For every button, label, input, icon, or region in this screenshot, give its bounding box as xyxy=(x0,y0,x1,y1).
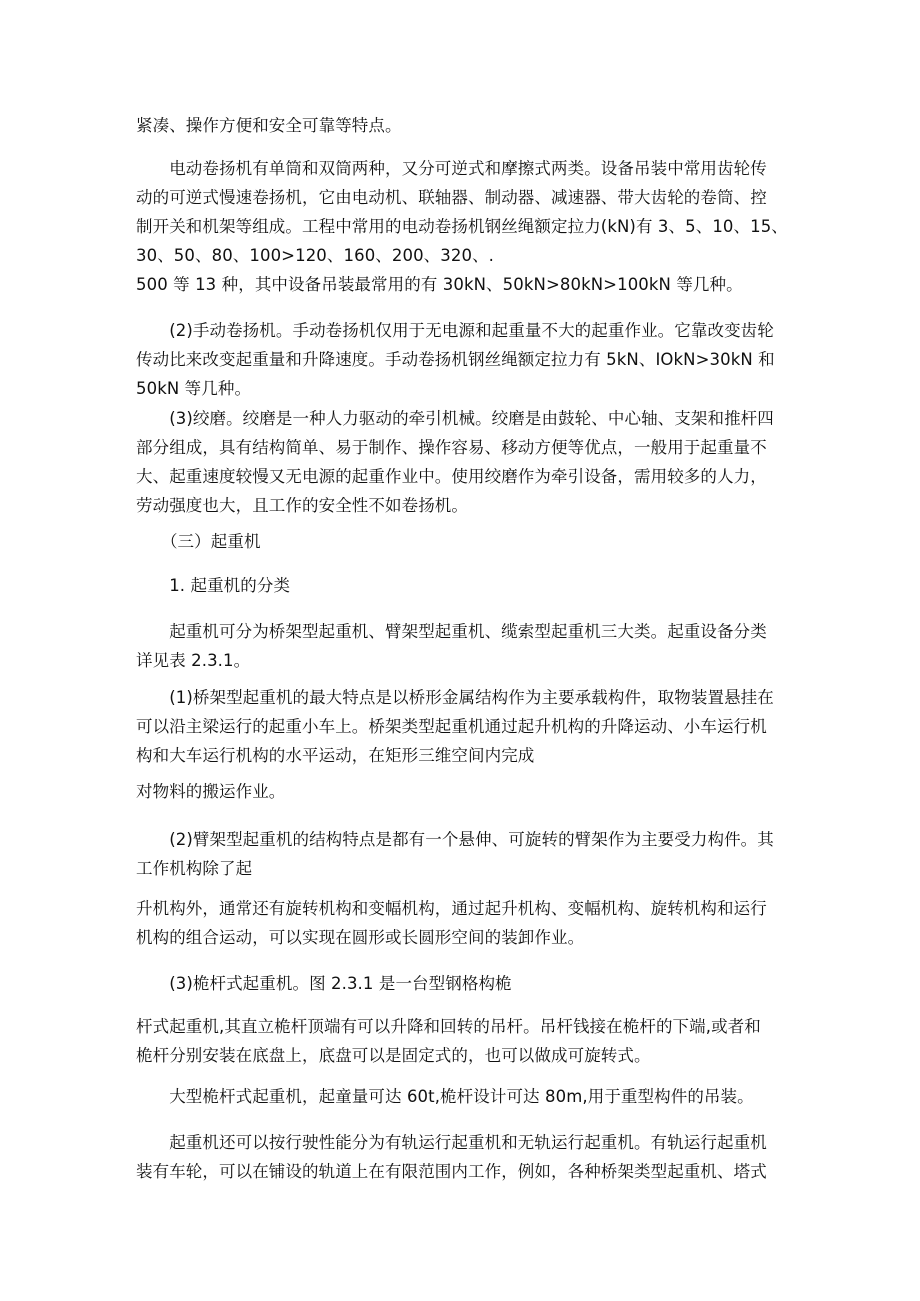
text-line: 机构的组合运动，可以实现在圆形或长圆形空间的装卸作业。 xyxy=(136,928,585,947)
paragraph-15 xyxy=(136,1082,796,1111)
paragraph-12 xyxy=(136,894,796,952)
text-line: 部分组成，具有结构简单、易于制作、操作容易、移动方便等优点，一般用于起重量不 xyxy=(136,438,767,457)
text-line: 500 等 13 种，其中设备吊装最常用的有 30kN、50kN>80kN>100kN 等几种。 xyxy=(136,275,743,294)
subsection-heading xyxy=(136,571,796,600)
paragraph-2 xyxy=(136,154,796,270)
paragraph-10 xyxy=(136,777,796,806)
text-line: 紧凑、操作方便和安全可靠等特点。 xyxy=(136,116,402,135)
text-line: 构和大车运行机构的水平运动，在矩形三维空间内完成 xyxy=(136,746,535,765)
text-line: （三）起重机 xyxy=(136,532,261,551)
text-line: (2)手动卷扬机。手动卷扬机仅用于无电源和起重量不大的起重作业。它靠改变齿轮 xyxy=(136,321,774,340)
paragraph-9 xyxy=(136,683,796,770)
text-line: (2)臂架型起重机的结构特点是都有一个悬伸、可旋转的臂架作为主要受力构件。其 xyxy=(136,830,774,849)
section-heading xyxy=(136,527,796,556)
text-line: 动的可逆式慢速卷扬机，它由电动机、联轴器、制动器、减速器、带大齿轮的卷筒、控 xyxy=(136,188,767,207)
text-line: 可以沿主梁运行的起重小车上。桥架类型起重机通过起升机构的升降运动、小车运行机 xyxy=(136,717,767,736)
text-line: 大、起重速度较慢又无电源的起重作业中。使用绞磨作为牵引设备，需用较多的人力， xyxy=(136,467,767,486)
text-line: (3)绞磨。绞磨是一种人力驱动的牵引机械。绞磨是由鼓轮、中心轴、支架和推杆四 xyxy=(136,409,774,428)
text-line: 工作机构除了起 xyxy=(136,859,253,878)
paragraph-3 xyxy=(136,270,796,299)
text-line: 劳动强度也大，且工作的安全性不如卷扬机。 xyxy=(136,496,468,515)
paragraph-4 xyxy=(136,316,796,403)
text-line: 电动卷扬机有单筒和双筒两种，又分可逆式和摩擦式两类。设备吊装中常用齿轮传 xyxy=(136,159,767,178)
text-line: 桅杆分别安装在底盘上，底盘可以是固定式的，也可以做成可旋转式。 xyxy=(136,1046,651,1065)
text-line: 详见表 2.3.1。 xyxy=(136,651,251,670)
paragraph-14 xyxy=(136,1012,796,1070)
text-line: 起重机可分为桥架型起重机、臂架型起重机、缆索型起重机三大类。起重设备分类 xyxy=(136,622,767,641)
text-line: 大型桅杆式起重机，起童量可达 60t,桅杆设计可达 80m,用于重型构件的吊装。 xyxy=(136,1087,754,1106)
text-line: (1)桥架型起重机的最大特点是以桥形金属结构作为主要承载构件，取物装置悬挂在 xyxy=(136,688,774,707)
paragraph-1 xyxy=(136,111,796,140)
text-line: 起重机还可以按行驶性能分为有轨运行起重机和无轨运行起重机。有轨运行起重机 xyxy=(136,1133,767,1152)
paragraph-13 xyxy=(136,969,796,998)
text-line: 1. 起重机的分类 xyxy=(136,576,291,595)
paragraph-8 xyxy=(136,617,796,675)
text-line: 50kN 等几种。 xyxy=(136,379,252,398)
paragraph-5 xyxy=(136,404,796,520)
text-line: 制开关和机架等组成。工程中常用的电动卷扬机钢丝绳额定拉力(kN)有 3、5、10、15、 xyxy=(136,217,788,236)
text-line: 30、50、80、100>120、160、200、320、. xyxy=(136,246,495,265)
text-line: 传动比来改变起重量和升降速度。手动卷扬机钢丝绳额定拉力有 5kN、IOkN>30kN 和 xyxy=(136,350,775,369)
paragraph-16 xyxy=(136,1128,796,1186)
text-line: 杆式起重机,其直立桅杆顶端有可以升降和回转的吊杆。吊杆钱接在桅杆的下端,或者和 xyxy=(136,1017,761,1036)
text-line: 对物料的搬运作业。 xyxy=(136,782,286,801)
text-line: (3)桅杆式起重机。图 2.3.1 是一台型钢格构桅 xyxy=(136,974,512,993)
paragraph-11 xyxy=(136,825,796,883)
text-line: 装有车轮，可以在铺设的轨道上在有限范围内工作，例如，各种桥架类型起重机、塔式 xyxy=(136,1162,767,1181)
text-line: 升机构外，通常还有旋转机构和变幅机构，通过起升机构、变幅机构、旋转机构和运行 xyxy=(136,899,767,918)
